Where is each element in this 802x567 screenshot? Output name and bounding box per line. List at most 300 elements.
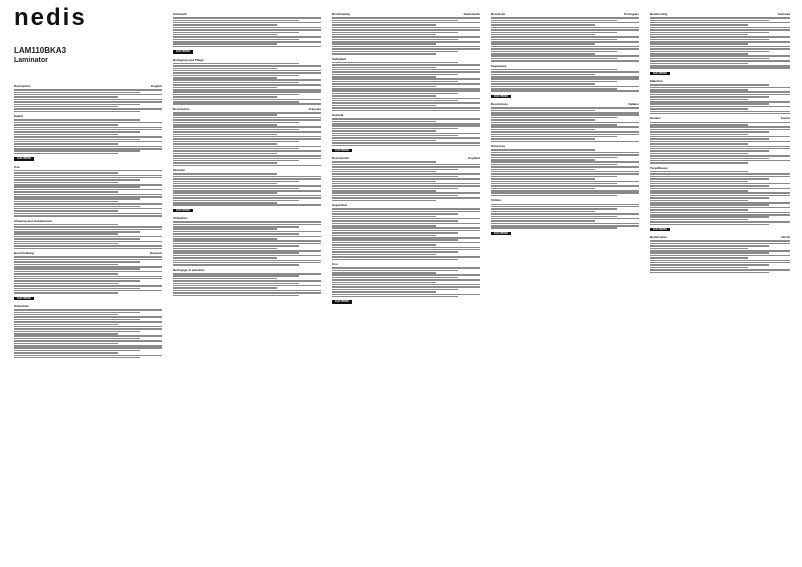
text-line <box>491 81 617 83</box>
text-line <box>332 254 436 256</box>
text-line <box>650 32 769 34</box>
text-line <box>14 326 162 328</box>
text-line <box>650 29 790 31</box>
text-line <box>650 53 748 55</box>
text-line <box>173 173 277 175</box>
text-line <box>14 288 140 290</box>
text-line <box>650 248 748 250</box>
text-line <box>14 198 140 200</box>
model-number: LAM110BKA3 <box>14 46 67 55</box>
text-line <box>491 107 639 109</box>
text-line <box>332 78 480 80</box>
section-title: Use <box>14 164 20 169</box>
text-line <box>332 88 480 90</box>
text-line <box>332 145 480 147</box>
text-column-2 <box>173 10 321 561</box>
section-heading <box>491 145 639 148</box>
text-line <box>173 20 299 22</box>
text-line <box>173 233 299 235</box>
text-line <box>650 195 790 197</box>
text-line <box>173 183 277 185</box>
text-line <box>14 206 140 208</box>
text-line <box>491 69 617 71</box>
text-line <box>332 86 436 88</box>
text-line <box>14 143 118 145</box>
text-line <box>332 270 458 272</box>
text-line <box>173 114 277 116</box>
text-line <box>173 126 321 128</box>
text-line <box>650 129 790 131</box>
section-heading <box>173 108 321 111</box>
text-line <box>14 186 140 188</box>
text-line <box>14 352 118 354</box>
text-line <box>14 280 140 282</box>
text-line <box>14 276 162 278</box>
text-line <box>173 34 277 36</box>
section-heading <box>332 13 480 16</box>
text-line <box>14 172 118 174</box>
text-line <box>332 208 480 210</box>
text-line <box>332 27 480 29</box>
text-line <box>650 192 790 194</box>
text-line <box>173 221 321 223</box>
text-line <box>173 278 277 280</box>
text-line <box>491 122 639 124</box>
text-line <box>173 91 321 93</box>
text-line <box>332 286 480 288</box>
section-title: Description <box>173 106 190 111</box>
text-line <box>491 183 617 185</box>
text-line <box>173 204 321 206</box>
text-line <box>491 208 617 210</box>
text-line <box>491 34 595 36</box>
text-line <box>14 268 140 270</box>
text-line <box>332 192 480 194</box>
text-line <box>491 218 639 220</box>
section-title: Beskrivelse <box>650 235 667 240</box>
text-line <box>14 292 118 294</box>
text-line <box>332 46 480 48</box>
text-line <box>332 95 436 97</box>
text-line <box>173 275 299 277</box>
text-line <box>332 284 480 286</box>
section-heading <box>332 114 480 117</box>
text-line <box>14 201 118 203</box>
text-line <box>173 158 321 160</box>
text-line <box>14 345 162 347</box>
text-line <box>14 283 118 285</box>
text-line <box>173 262 321 264</box>
text-line <box>14 347 162 349</box>
text-line <box>173 188 299 190</box>
text-line <box>14 131 140 133</box>
text-line <box>491 58 617 60</box>
text-line <box>650 67 790 69</box>
text-line <box>332 195 458 197</box>
text-line <box>14 285 162 287</box>
text-line <box>491 83 595 85</box>
document-title: Laminator <box>14 57 48 64</box>
section-heading <box>173 169 321 172</box>
text-line <box>173 248 277 250</box>
text-line <box>332 239 458 241</box>
text-line <box>332 48 480 50</box>
text-line <box>14 215 162 217</box>
text-line <box>650 267 748 269</box>
text-line <box>650 108 748 110</box>
text-line <box>650 197 769 199</box>
section-title: Beschrijving <box>332 12 351 16</box>
text-line <box>332 128 458 130</box>
text-line <box>332 216 436 218</box>
text-line <box>332 81 458 83</box>
text-line <box>650 212 790 214</box>
text-line <box>332 294 480 296</box>
text-line <box>173 162 277 164</box>
section-heading <box>14 252 162 255</box>
text-line <box>173 112 321 114</box>
text-line <box>332 20 458 22</box>
text-line <box>650 138 769 140</box>
text-line <box>332 142 480 144</box>
section-language: Español <box>468 156 480 161</box>
text-line <box>491 32 617 34</box>
text-line <box>173 176 321 178</box>
text-line <box>491 173 639 175</box>
text-line <box>650 240 790 242</box>
text-line <box>332 251 458 253</box>
text-line <box>332 53 436 55</box>
text-line <box>14 189 162 191</box>
text-line <box>173 99 321 101</box>
section-title: Reinigung und Pflege <box>173 57 204 62</box>
text-line <box>173 27 321 29</box>
text-line <box>332 64 480 66</box>
text-line <box>650 181 748 183</box>
text-line <box>332 93 458 95</box>
text-line <box>650 252 769 254</box>
text-line <box>173 283 299 285</box>
text-line <box>332 249 480 251</box>
text-line <box>650 216 769 218</box>
text-line <box>173 129 299 131</box>
section-language: Norsk <box>781 235 790 240</box>
text-line <box>173 155 321 157</box>
text-line <box>332 183 480 185</box>
text-line <box>173 134 277 136</box>
section-heading <box>650 80 790 83</box>
text-line <box>14 224 118 226</box>
text-line <box>332 39 458 41</box>
section-heading <box>650 13 790 16</box>
text-line <box>332 218 480 220</box>
section-heading <box>14 85 162 88</box>
text-line <box>14 208 162 210</box>
section-title: Uso <box>332 262 338 267</box>
section-title: Beskrivning <box>650 12 668 16</box>
section-title: Descrizione <box>491 102 508 107</box>
text-line <box>173 136 321 138</box>
text-line <box>491 29 639 31</box>
text-line <box>14 119 140 121</box>
text-line <box>650 176 790 178</box>
text-line <box>173 195 321 197</box>
text-line <box>650 143 748 145</box>
text-line <box>332 140 436 142</box>
text-line <box>332 121 436 123</box>
text-line <box>332 197 480 199</box>
text-line <box>491 131 639 133</box>
text-line <box>14 264 118 266</box>
text-line <box>650 111 790 113</box>
text-line <box>332 267 480 269</box>
text-line <box>332 230 480 232</box>
text-line <box>173 22 321 24</box>
section-title: Descripción <box>332 156 350 161</box>
text-line <box>14 136 162 138</box>
text-line <box>173 65 321 67</box>
text-line <box>173 122 299 124</box>
text-line <box>650 65 790 67</box>
text-line <box>173 243 321 245</box>
text-line <box>14 203 162 205</box>
text-line <box>14 96 118 98</box>
text-line <box>14 238 140 240</box>
text-line <box>491 220 595 222</box>
text-line <box>650 250 790 252</box>
text-line <box>173 103 321 105</box>
text-line <box>14 129 162 131</box>
text-line <box>332 178 480 180</box>
text-line <box>491 227 617 229</box>
text-line <box>491 46 639 48</box>
text-line <box>332 176 458 178</box>
text-line <box>14 92 140 94</box>
text-line <box>491 39 617 41</box>
section-language: Svenska <box>777 12 790 16</box>
text-line <box>491 136 617 138</box>
text-line <box>332 166 480 168</box>
text-line <box>491 86 639 88</box>
text-line <box>650 269 790 271</box>
text-line <box>173 131 321 133</box>
section-heading <box>173 13 321 16</box>
section-title: Gebruik <box>332 113 344 118</box>
text-line <box>332 100 458 102</box>
text-line <box>491 204 639 206</box>
text-line <box>332 71 480 73</box>
text-line <box>332 130 436 132</box>
section-title: Descrição <box>491 12 506 16</box>
text-line <box>650 146 790 148</box>
text-line <box>173 43 277 45</box>
section-title: Beschreibung <box>14 251 35 256</box>
text-line <box>650 257 748 259</box>
text-line <box>14 179 140 181</box>
section-title: Säkerhet <box>650 79 663 84</box>
text-line <box>173 82 299 84</box>
text-line <box>14 139 140 141</box>
text-line <box>332 164 480 166</box>
text-line <box>332 41 480 43</box>
caution-label: CAUTION <box>332 149 352 152</box>
text-line <box>14 111 140 113</box>
section-title: Gebrauch <box>173 12 188 16</box>
text-line <box>491 157 617 159</box>
text-column-1 <box>14 82 162 561</box>
section-heading <box>491 103 639 106</box>
text-line <box>332 237 480 239</box>
text-line <box>650 221 790 223</box>
text-line <box>173 87 277 89</box>
text-line <box>173 285 321 287</box>
text-line <box>332 118 480 120</box>
section-heading <box>173 59 321 62</box>
text-line <box>332 102 480 104</box>
text-line <box>173 117 321 119</box>
text-line <box>14 241 162 243</box>
text-line <box>650 36 790 38</box>
text-line <box>650 20 769 22</box>
text-line <box>650 113 790 115</box>
text-line <box>14 210 118 212</box>
text-line <box>332 83 480 85</box>
text-line <box>650 63 748 65</box>
text-line <box>650 148 790 150</box>
text-line <box>650 94 790 96</box>
text-line <box>14 231 140 233</box>
text-line <box>14 177 162 179</box>
caution-label: CAUTION <box>491 232 511 235</box>
text-line <box>650 183 790 185</box>
section-title: Utilisation <box>173 216 188 221</box>
text-line <box>491 53 595 55</box>
text-line <box>173 29 321 31</box>
text-line <box>173 72 321 74</box>
text-line <box>650 162 748 164</box>
text-line <box>332 69 480 71</box>
section-title: Segurança <box>491 63 507 68</box>
text-line <box>173 17 321 19</box>
text-line <box>14 328 162 330</box>
text-line <box>14 134 118 136</box>
text-line <box>14 338 140 340</box>
text-line <box>650 178 769 180</box>
text-line <box>14 226 162 228</box>
text-line <box>650 91 790 93</box>
text-line <box>491 41 639 43</box>
text-line <box>173 46 321 48</box>
text-line <box>14 290 162 292</box>
text-line <box>491 164 617 166</box>
text-line <box>173 250 321 252</box>
text-line <box>173 273 321 275</box>
text-line <box>173 79 321 81</box>
text-line <box>173 150 321 152</box>
section-language: Suomi <box>780 116 790 121</box>
text-line <box>14 194 162 196</box>
section-heading <box>332 204 480 207</box>
text-line <box>650 124 748 126</box>
text-line <box>173 224 321 226</box>
text-line <box>14 182 118 184</box>
text-line <box>173 236 321 238</box>
text-line <box>332 291 436 293</box>
text-line <box>173 231 321 233</box>
text-line <box>173 287 277 289</box>
text-line <box>491 17 639 19</box>
section-language: Français <box>308 106 321 111</box>
text-line <box>650 207 790 209</box>
text-line <box>332 24 436 26</box>
text-line <box>491 134 639 136</box>
text-line <box>491 211 595 213</box>
section-title: Utilizzo <box>491 198 502 203</box>
text-line <box>173 63 299 65</box>
text-line <box>14 108 162 110</box>
text-line <box>332 90 480 92</box>
text-line <box>173 94 299 96</box>
text-line <box>173 181 299 183</box>
text-line <box>332 188 458 190</box>
caution-label: CAUTION <box>332 300 352 303</box>
text-line <box>332 232 458 234</box>
text-line <box>173 148 299 150</box>
text-line <box>491 192 639 194</box>
text-line <box>14 148 162 150</box>
text-line <box>650 190 748 192</box>
text-line <box>491 27 639 29</box>
text-line <box>491 159 595 161</box>
section-heading <box>491 13 639 16</box>
text-line <box>491 22 639 24</box>
text-line <box>491 124 617 126</box>
text-line <box>332 259 458 261</box>
text-line <box>14 357 140 359</box>
text-line <box>491 55 639 57</box>
text-line <box>173 70 321 72</box>
text-line <box>173 280 321 282</box>
text-line <box>332 213 458 215</box>
text-line <box>650 60 790 62</box>
text-line <box>491 176 617 178</box>
text-line <box>491 60 639 62</box>
section-language: English <box>151 84 162 88</box>
text-line <box>491 166 639 168</box>
text-line <box>332 36 480 38</box>
text-line <box>332 105 436 107</box>
text-line <box>173 96 277 98</box>
text-line <box>491 216 617 218</box>
text-line <box>650 101 790 103</box>
text-line <box>14 175 162 177</box>
text-line <box>491 90 639 92</box>
text-line <box>173 124 277 126</box>
section-title: Nettoyage et entretien <box>173 267 205 272</box>
text-line <box>491 110 595 112</box>
section-title: Seguridad <box>332 203 347 208</box>
text-line <box>650 87 790 89</box>
section-language: Italiano <box>628 102 639 107</box>
text-line <box>14 319 140 321</box>
text-line <box>491 178 595 180</box>
text-line <box>332 161 436 163</box>
text-line <box>491 223 639 225</box>
text-line <box>650 106 790 108</box>
text-line <box>14 127 162 129</box>
text-line <box>650 155 790 157</box>
section-title: Safety <box>14 114 24 119</box>
